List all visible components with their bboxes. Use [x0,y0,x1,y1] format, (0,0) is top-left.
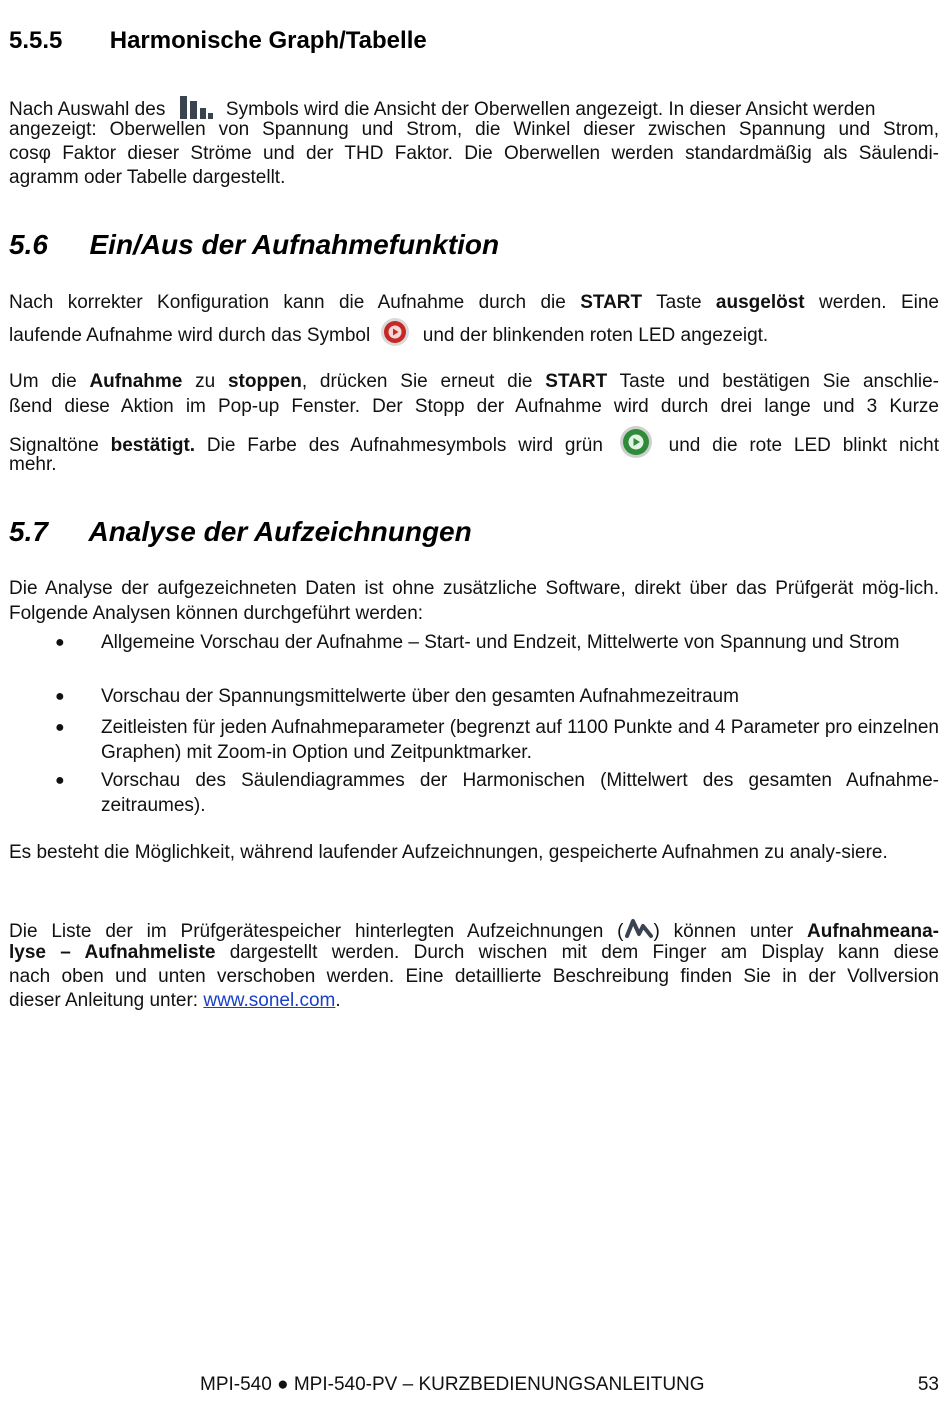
paragraph-line [9,989,939,1014]
bold-text: Aufnahme [89,371,183,392]
bullet-dot: ● [55,688,65,705]
paragraph: Es besteht die Möglichkeit, während laufender Aufzeichnungen, gespeicherte Aufnahmen zu analy-siere. [9,842,888,863]
bold-text: Aufnahmeana- [807,920,939,942]
bullet-dot: ● [55,772,65,789]
text-run: Die Farbe des Aufnahmesymbols wird grün [195,434,603,456]
bullet-dot: ● [55,719,65,736]
section-heading-5-5-5 [9,27,427,55]
text-run: dargestellt werden. Durch wischen mit dem Finger am Display kann diese [215,942,940,963]
text-run: und der blinkenden roten LED angezeigt. [422,324,769,346]
bold-text: bestätigt. [110,434,196,456]
list-item: Allgemeine Vorschau der Aufnahme – Start- und Endzeit, Mittelwerte von Spannung und Strom [101,632,900,653]
section-title: Analyse der Aufzeichnungen [88,516,472,547]
text-run: Nach Auswahl des [9,98,166,120]
paragraph: Die Analyse der aufgezeichneten Daten ist ohne zusätzliche Software, direkt über das Prüfgerät mög-lich. Folgende Analysen können durchgeführt werden: [9,578,939,624]
paragraph-line: angezeigt: Oberwellen von Spannung und Strom, die Winkel dieser zwischen Spannung und Strom, [9,119,939,140]
text-run: . [335,990,341,1011]
text-run: Die Liste der im Prüfgerätespeicher hinterlegten Aufzeichnungen ( [9,920,624,942]
text-run: ) können unter [653,920,808,942]
paragraph-line: mehr. [9,454,57,475]
section-number: 5.7 [9,516,48,547]
text-run: Um die [9,371,90,392]
section-number: 5.5.5 [9,27,63,54]
text-run: werden. Eine [804,292,939,313]
section-title: Harmonische Graph/Tabelle [109,27,427,54]
sonel-website-link[interactable]: www.sonel.com [203,990,336,1011]
text-run: Taste [642,292,716,313]
record-active-red-icon [380,317,410,355]
bold-text: ausgelöst [715,292,805,313]
paragraph-line: cosφ Faktor dieser Ströme und der THD Faktor. Die Oberwellen werden standardmäßig als Säulendi- [9,143,939,164]
text-run: Taste und bestätigen Sie anschlie- [607,371,940,392]
section-heading-5-7 [9,516,472,548]
footer-title: MPI-540 ● MPI-540-PV – KURZBEDIENUNGSANLEITUNG [200,1374,705,1395]
bold-text: stoppen [227,371,302,392]
text-run: dieser Anleitung unter: [9,990,204,1011]
text-run: , drücken Sie erneut die [301,371,546,392]
bold-start: START [545,371,608,392]
paragraph-line: agramm oder Tabelle dargestellt. [9,167,286,188]
text-run: laufende Aufnahme wird durch das Symbol [9,324,371,346]
text-run: Signaltöne [9,434,111,456]
list-item: Vorschau der Spannungsmittelwerte über den gesamten Aufnahmezeitraum [101,686,739,707]
list-item: Vorschau des Säulendiagrammes der Harmonischen (Mittelwert des gesamten Aufnahme-zeitraumes). [101,770,939,816]
paragraph-line [9,291,939,316]
section-title: Ein/Aus der Aufnahmefunktion [89,229,500,260]
paragraph-line [9,317,939,355]
section-heading-5-6 [9,229,499,261]
text-run: Symbols wird die Ansicht der Oberwellen angezeigt. In dieser Ansicht werden [225,98,876,120]
section-number: 5.6 [9,229,48,260]
text-run: Nach korrekter Konfiguration kann die Aufnahme durch die [9,292,581,313]
bold-text: lyse – Aufnahmeliste [9,942,216,963]
bold-start: START [580,292,643,313]
text-run: und die rote LED blinkt nicht [668,434,940,456]
paragraph-line [9,941,939,966]
text-run: zu [182,371,228,392]
page-number: 53 [917,1374,939,1395]
paragraph-line: ßend diese Aktion im Pop-up Fenster. Der Stopp der Aufnahme wird durch drei lange und 3 Kurze [9,396,939,417]
bullet-dot: ● [55,634,65,651]
list-item: Zeitleisten für jeden Aufnahmeparameter (begrenzt auf 1100 Punkte and 4 Parameter pro einzelnen Graphen) mit Zoom-in Option und Zeitpunktmarker. [101,717,939,763]
paragraph-line: nach oben und unten verschoben werden. Eine detaillierte Beschreibung finden Sie in der Vollversion [9,966,939,987]
paragraph-line [9,370,939,395]
